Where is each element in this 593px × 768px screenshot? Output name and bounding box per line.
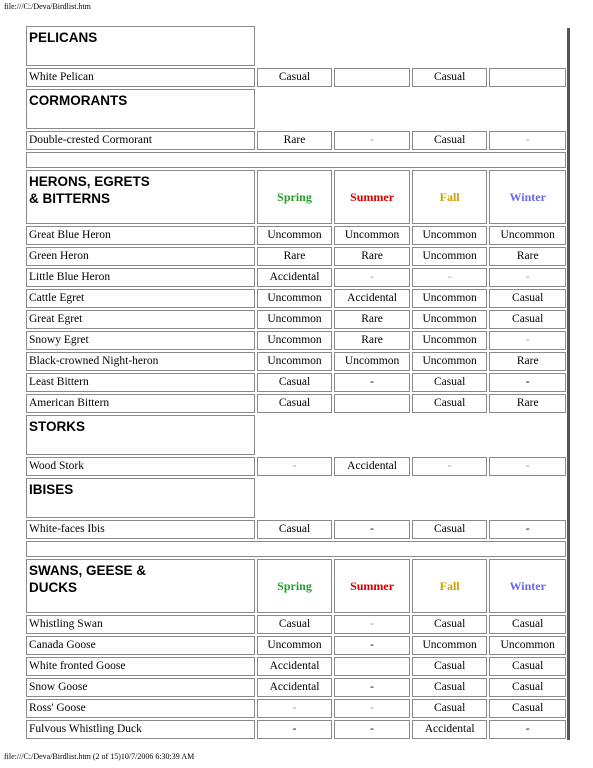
section-title-line-2: & BITTERNS <box>29 191 110 206</box>
fall-status: Accidental <box>412 720 488 739</box>
fall-status: Casual <box>412 68 488 87</box>
section-header-blank <box>257 478 566 518</box>
bird-name: Great Egret <box>26 310 255 329</box>
browser-print-footer: file:///C:/Deva/Birdlist.htm (2 of 15)10/7/2006 6:30:39 AM <box>4 752 195 761</box>
winter-status: Rare <box>489 352 566 371</box>
spring-status: Accidental <box>257 657 333 676</box>
summer-status: Rare <box>334 310 410 329</box>
fall-status: - <box>412 268 488 287</box>
summer-status <box>334 657 410 676</box>
bird-name: Double-crested Cormorant <box>26 131 255 150</box>
section-title-line-2: DUCKS <box>29 580 78 595</box>
spring-status: Rare <box>257 247 333 266</box>
summer-status: - <box>334 373 410 392</box>
fall-status: Uncommon <box>412 331 488 350</box>
summer-status: - <box>334 520 410 539</box>
spring-status: Uncommon <box>257 331 333 350</box>
winter-status: - <box>489 520 566 539</box>
table-row <box>26 678 566 697</box>
section-header-blank <box>257 26 566 66</box>
summer-status: - <box>334 678 410 697</box>
winter-status: Uncommon <box>489 636 566 655</box>
bird-name: Snowy Egret <box>26 331 255 350</box>
summer-status <box>334 394 410 413</box>
section-header-ibises: IBISES <box>26 478 255 518</box>
spring-status: Casual <box>257 373 333 392</box>
section-header-storks: STORKS <box>26 415 255 455</box>
spring-status: Uncommon <box>257 352 333 371</box>
browser-print-header: file:///C:/Deva/Birdlist.htm <box>4 2 91 11</box>
bird-name: White Pelican <box>26 68 255 87</box>
table-row <box>26 636 566 655</box>
winter-status: - <box>489 720 566 739</box>
spring-status: Accidental <box>257 268 333 287</box>
fall-status: Uncommon <box>412 289 488 308</box>
section-title-line-1: HERONS, EGRETS <box>29 174 150 189</box>
section-header-blank <box>257 89 566 129</box>
table-row <box>26 520 566 539</box>
spring-status: Uncommon <box>257 636 333 655</box>
summer-status: Accidental <box>334 457 410 476</box>
fall-status: Uncommon <box>412 636 488 655</box>
summer-status: Uncommon <box>334 226 410 245</box>
section-header-pelicans: PELICANS <box>26 26 255 66</box>
section-header-cormorants: CORMORANTS <box>26 89 255 129</box>
bird-name: American Bittern <box>26 394 255 413</box>
table-row <box>26 247 566 266</box>
bird-checklist-table <box>24 24 568 741</box>
summer-status: - <box>334 636 410 655</box>
section-header-waterfowl <box>26 559 255 613</box>
bird-name: Ross' Goose <box>26 699 255 718</box>
fall-status: Casual <box>412 131 488 150</box>
fall-status: Uncommon <box>412 226 488 245</box>
table-row <box>26 373 566 392</box>
fall-status: Uncommon <box>412 352 488 371</box>
bird-name: Wood Stork <box>26 457 255 476</box>
spring-status: Casual <box>257 615 333 634</box>
spring-status: Uncommon <box>257 289 333 308</box>
table-row <box>26 720 566 739</box>
winter-status <box>489 68 566 87</box>
section-header-blank <box>257 415 566 455</box>
bird-name: Snow Goose <box>26 678 255 697</box>
bird-name: Canada Goose <box>26 636 255 655</box>
table-row <box>26 131 566 150</box>
table-row <box>26 657 566 676</box>
section-title-line-1: SWANS, GEESE & <box>29 563 147 578</box>
summer-status: - <box>334 268 410 287</box>
winter-status: Casual <box>489 699 566 718</box>
fall-status: Casual <box>412 678 488 697</box>
season-header-summer: Summer <box>334 559 410 613</box>
summer-status <box>334 68 410 87</box>
season-header-spring: Spring <box>257 170 333 224</box>
table-row <box>26 289 566 308</box>
fall-status: Casual <box>412 373 488 392</box>
winter-status: - <box>489 131 566 150</box>
spring-status: - <box>257 699 333 718</box>
section-header-herons <box>26 170 255 224</box>
table-row <box>26 352 566 371</box>
table-row <box>26 310 566 329</box>
bird-name: Green Heron <box>26 247 255 266</box>
winter-status: - <box>489 268 566 287</box>
spring-status: Uncommon <box>257 310 333 329</box>
table-row <box>26 226 566 245</box>
summer-status: - <box>334 720 410 739</box>
spring-status: Casual <box>257 520 333 539</box>
winter-status: - <box>489 457 566 476</box>
bird-name: Least Bittern <box>26 373 255 392</box>
summer-status: Uncommon <box>334 352 410 371</box>
fall-status: Casual <box>412 394 488 413</box>
fall-status: Uncommon <box>412 247 488 266</box>
spring-status: Casual <box>257 68 333 87</box>
bird-checklist-table-wrapper <box>24 24 568 741</box>
winter-status: Casual <box>489 310 566 329</box>
table-row <box>26 457 566 476</box>
bird-name: Little Blue Heron <box>26 268 255 287</box>
winter-status: Rare <box>489 394 566 413</box>
season-header-fall: Fall <box>412 559 488 613</box>
fall-status: - <box>412 457 488 476</box>
summer-status: Rare <box>334 247 410 266</box>
table-row <box>26 394 566 413</box>
section-divider <box>26 541 566 557</box>
bird-name: White fronted Goose <box>26 657 255 676</box>
spring-status: - <box>257 720 333 739</box>
winter-status: Casual <box>489 678 566 697</box>
fall-status: Uncommon <box>412 310 488 329</box>
bird-name: Cattle Egret <box>26 289 255 308</box>
summer-status: - <box>334 615 410 634</box>
table-row <box>26 615 566 634</box>
winter-status: - <box>489 331 566 350</box>
fall-status: Casual <box>412 699 488 718</box>
season-header-fall: Fall <box>412 170 488 224</box>
fall-status: Casual <box>412 615 488 634</box>
spring-status: Accidental <box>257 678 333 697</box>
table-row <box>26 331 566 350</box>
winter-status: Casual <box>489 289 566 308</box>
winter-status: Casual <box>489 615 566 634</box>
winter-status: Uncommon <box>489 226 566 245</box>
summer-status: Rare <box>334 331 410 350</box>
spring-status: Rare <box>257 131 333 150</box>
season-header-winter: Winter <box>489 559 566 613</box>
section-divider <box>26 152 566 168</box>
spring-status: Uncommon <box>257 226 333 245</box>
bird-name: White-faces Ibis <box>26 520 255 539</box>
season-header-spring: Spring <box>257 559 333 613</box>
bird-name: Fulvous Whistling Duck <box>26 720 255 739</box>
winter-status: Rare <box>489 247 566 266</box>
bird-name: Great Blue Heron <box>26 226 255 245</box>
winter-status: - <box>489 373 566 392</box>
summer-status: - <box>334 131 410 150</box>
table-row <box>26 268 566 287</box>
season-header-summer: Summer <box>334 170 410 224</box>
summer-status: Accidental <box>334 289 410 308</box>
summer-status: - <box>334 699 410 718</box>
bird-name: Black-crowned Night-heron <box>26 352 255 371</box>
table-row <box>26 699 566 718</box>
spring-status: - <box>257 457 333 476</box>
fall-status: Casual <box>412 520 488 539</box>
fall-status: Casual <box>412 657 488 676</box>
table-row <box>26 68 566 87</box>
spring-status: Casual <box>257 394 333 413</box>
bird-name: Whistling Swan <box>26 615 255 634</box>
winter-status: Casual <box>489 657 566 676</box>
season-header-winter: Winter <box>489 170 566 224</box>
